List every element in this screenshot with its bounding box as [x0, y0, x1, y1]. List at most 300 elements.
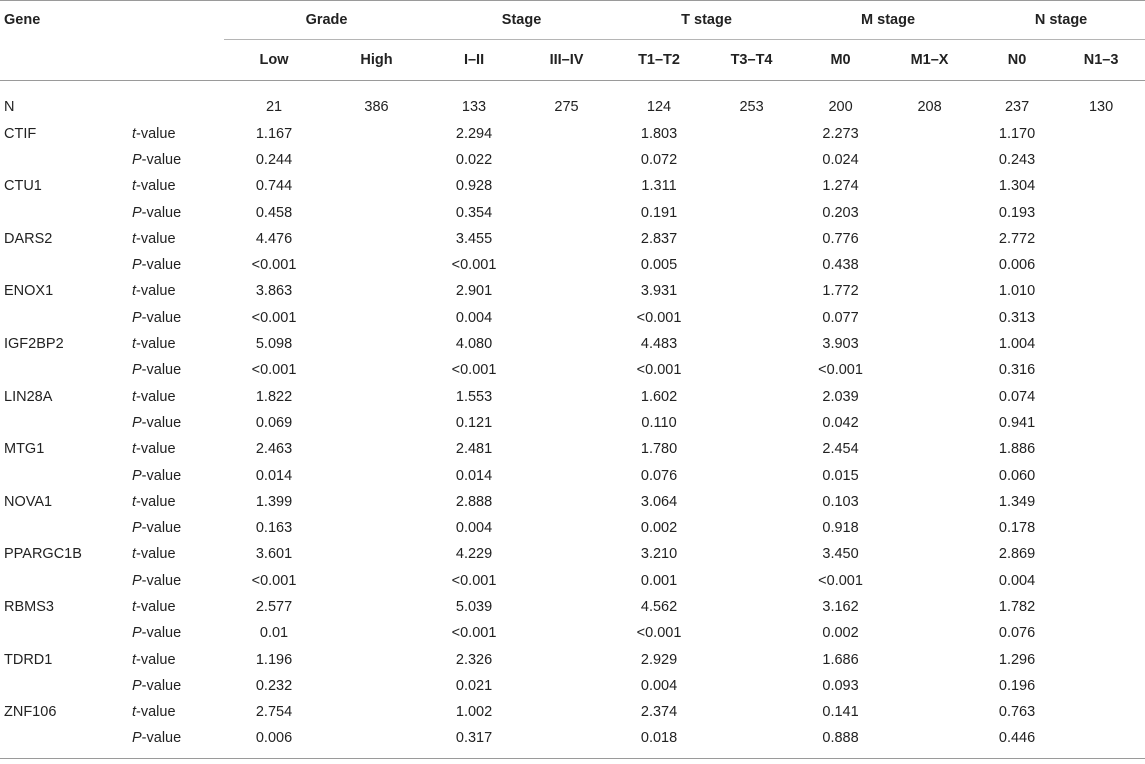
empty-cell — [704, 121, 799, 147]
t-value-cell: 1.274 — [822, 178, 859, 195]
p-value-cell: 0.316 — [998, 362, 1036, 379]
p-value-cell: 0.072 — [640, 151, 678, 168]
empty-cell — [519, 699, 614, 725]
p-value-cell: 0.076 — [640, 467, 678, 484]
empty-cell — [324, 173, 429, 199]
t-value-cell: 4.080 — [455, 336, 493, 353]
empty-cell — [882, 147, 977, 173]
table-row — [0, 278, 1145, 304]
stat-suffix: -value — [136, 125, 176, 142]
stat-suffix: -value — [141, 414, 182, 431]
stat-symbol: t — [132, 125, 137, 142]
t-value-label — [128, 121, 224, 147]
stat-symbol: P — [132, 520, 142, 537]
stat-symbol: P — [132, 309, 142, 326]
p-value-cell: <0.001 — [636, 309, 682, 326]
empty-cell — [324, 278, 429, 304]
empty-cell — [704, 173, 799, 199]
subgroup-header: I–II — [463, 52, 485, 68]
gene-name — [0, 199, 128, 225]
empty-cell — [704, 620, 799, 646]
subgroup-header: T3–T4 — [730, 52, 773, 68]
p-value-label — [128, 462, 224, 488]
t-value-cell: 2.454 — [822, 441, 859, 458]
empty-cell — [882, 620, 977, 646]
t-value-cell: 3.931 — [640, 283, 678, 300]
gene-name: TDRD1 — [4, 651, 53, 668]
p-value-label — [128, 568, 224, 594]
p-value-cell: 0.022 — [455, 151, 493, 168]
stat-suffix: -value — [136, 283, 176, 300]
empty-cell — [519, 357, 614, 383]
gene-name: RBMS3 — [4, 598, 54, 615]
gene-name — [0, 252, 128, 278]
empty-cell — [324, 515, 429, 541]
empty-cell — [519, 541, 614, 567]
n-row — [0, 93, 1145, 121]
stat-suffix: -value — [141, 309, 182, 326]
t-value-cell: 1.780 — [640, 441, 678, 458]
t-value-label — [128, 278, 224, 304]
table-row — [0, 673, 1145, 699]
empty-cell — [519, 252, 614, 278]
p-value-cell: 0.006 — [998, 257, 1036, 274]
table-row — [0, 383, 1145, 409]
empty-cell — [1057, 725, 1145, 751]
p-value-cell: 0.001 — [640, 572, 678, 589]
table-row — [0, 462, 1145, 488]
table-row — [0, 725, 1145, 751]
p-value-cell: 0.005 — [640, 257, 678, 274]
p-value-cell: 0.076 — [998, 625, 1036, 642]
stat-symbol: t — [132, 441, 137, 458]
subgroup-header: III–IV — [549, 52, 584, 68]
table-row — [0, 568, 1145, 594]
p-value-cell: <0.001 — [818, 572, 863, 589]
t-value-cell: 1.686 — [822, 651, 859, 668]
n-value: 133 — [461, 98, 487, 115]
empty-cell — [1057, 489, 1145, 515]
table-row — [0, 620, 1145, 646]
empty-cell — [1057, 410, 1145, 436]
stat-suffix: -value — [136, 493, 176, 510]
empty-cell — [519, 383, 614, 409]
t-value-label — [128, 646, 224, 672]
t-value-cell: 4.476 — [255, 230, 293, 247]
empty-cell — [704, 383, 799, 409]
subheader-spacer — [0, 40, 224, 81]
empty-cell — [882, 725, 977, 751]
gene-name — [0, 462, 128, 488]
subgroup-header: T1–T2 — [638, 52, 680, 68]
empty-cell — [1057, 199, 1145, 225]
p-value-cell: 0.014 — [255, 467, 293, 484]
empty-cell — [704, 199, 799, 225]
t-value-cell: 2.294 — [455, 125, 493, 142]
p-value-cell: 0.093 — [822, 677, 859, 694]
empty-cell — [704, 252, 799, 278]
stat-suffix: -value — [141, 151, 182, 168]
empty-cell — [1057, 278, 1145, 304]
empty-cell — [519, 489, 614, 515]
gene-name: PPARGC1B — [4, 546, 82, 563]
subgroup-header: Low — [259, 52, 289, 68]
empty-cell — [324, 331, 429, 357]
empty-cell — [704, 699, 799, 725]
empty-cell — [1057, 357, 1145, 383]
empty-cell — [519, 673, 614, 699]
t-value-cell: 2.039 — [822, 388, 859, 405]
group-header-t-stage: T stage — [614, 1, 799, 40]
subgroup-header: N1–3 — [1083, 52, 1119, 68]
t-value-cell: 1.349 — [998, 493, 1036, 510]
p-value-cell: 0.042 — [822, 414, 859, 431]
empty-cell — [324, 410, 429, 436]
empty-cell — [1057, 383, 1145, 409]
empty-cell — [519, 226, 614, 252]
empty-cell — [324, 699, 429, 725]
t-value-cell: 3.162 — [822, 598, 859, 615]
stat-symbol: t — [132, 230, 137, 247]
stat-suffix: -value — [136, 651, 176, 668]
p-value-cell: <0.001 — [451, 362, 497, 379]
n-value: 130 — [1088, 98, 1114, 115]
t-value-cell: 2.481 — [455, 441, 493, 458]
p-value-cell: 0.438 — [822, 257, 859, 274]
group-header-m-stage: M stage — [799, 1, 977, 40]
gene-name — [0, 673, 128, 699]
t-value-cell: 2.754 — [255, 704, 293, 721]
empty-cell — [1057, 699, 1145, 725]
p-value-cell: 0.015 — [822, 467, 859, 484]
p-value-label — [128, 357, 224, 383]
p-value-cell: 0.014 — [455, 467, 493, 484]
empty-cell — [882, 252, 977, 278]
t-value-cell: 3.064 — [640, 493, 678, 510]
gene-name: NOVA1 — [4, 493, 53, 510]
p-value-cell: 0.446 — [998, 730, 1036, 747]
n-value: 275 — [554, 98, 579, 115]
empty-cell — [324, 147, 429, 173]
table-row — [0, 410, 1145, 436]
empty-cell — [882, 594, 977, 620]
empty-cell — [882, 226, 977, 252]
gene-name: CTIF — [4, 125, 37, 142]
gene-name: IGF2BP2 — [4, 336, 64, 353]
gene-name: LIN28A — [4, 388, 53, 405]
t-value-cell: 0.928 — [455, 178, 493, 195]
p-value-cell: <0.001 — [636, 362, 682, 379]
t-value-label — [128, 226, 224, 252]
empty-cell — [519, 646, 614, 672]
gene-name — [0, 568, 128, 594]
gene-name: ENOX1 — [4, 283, 54, 300]
t-value-cell: 2.577 — [255, 598, 293, 615]
gene-name: ZNF106 — [4, 704, 57, 721]
t-value-cell: 5.098 — [255, 336, 293, 353]
table-row — [0, 357, 1145, 383]
empty-cell — [324, 646, 429, 672]
t-value-label — [128, 699, 224, 725]
empty-cell — [324, 673, 429, 699]
t-value-label — [128, 331, 224, 357]
empty-cell — [882, 199, 977, 225]
p-value-cell: <0.001 — [251, 362, 297, 379]
empty-cell — [324, 436, 429, 462]
t-value-cell: 0.744 — [255, 178, 293, 195]
empty-cell — [1057, 673, 1145, 699]
table-row — [0, 436, 1145, 462]
table-header — [0, 1, 1145, 81]
t-value-cell: 4.483 — [640, 336, 678, 353]
stat-symbol: t — [132, 493, 137, 510]
stat-symbol: P — [132, 572, 142, 589]
stat-symbol: t — [132, 388, 137, 405]
stat-suffix: -value — [141, 204, 182, 221]
empty-cell — [324, 305, 429, 331]
subgroup-header: High — [360, 52, 393, 68]
t-value-cell: 0.141 — [822, 704, 859, 721]
empty-cell — [519, 436, 614, 462]
stat-suffix: -value — [136, 704, 176, 721]
t-value-cell: 1.602 — [640, 388, 678, 405]
p-value-cell: 0.01 — [259, 625, 289, 642]
empty-cell — [1057, 147, 1145, 173]
t-value-cell: 2.374 — [640, 704, 678, 721]
t-value-cell: 2.326 — [455, 651, 493, 668]
p-value-cell: <0.001 — [451, 257, 497, 274]
stat-symbol: t — [132, 651, 137, 668]
stat-suffix: -value — [136, 598, 176, 615]
p-value-cell: 0.244 — [255, 151, 293, 168]
stat-symbol: t — [132, 546, 137, 563]
p-value-cell: 0.018 — [640, 730, 678, 747]
empty-cell — [882, 462, 977, 488]
empty-cell — [519, 725, 614, 751]
stat-symbol: P — [132, 730, 142, 747]
empty-cell — [519, 121, 614, 147]
n-value: 124 — [646, 98, 672, 115]
empty-cell — [704, 568, 799, 594]
n-value: 386 — [364, 98, 389, 115]
t-value-cell: 2.772 — [998, 230, 1036, 247]
empty-cell — [324, 620, 429, 646]
empty-cell — [704, 725, 799, 751]
n-value: 21 — [265, 98, 283, 115]
t-value-cell: 1.170 — [998, 125, 1036, 142]
stat-suffix: -value — [141, 730, 182, 747]
empty-cell — [324, 252, 429, 278]
t-value-cell: 2.901 — [455, 283, 493, 300]
subgroup-header: M0 — [830, 52, 851, 68]
table-bottom-rule — [0, 752, 1145, 759]
gene-name: MTG1 — [4, 441, 45, 458]
table-row — [0, 646, 1145, 672]
t-value-cell: 2.888 — [455, 493, 493, 510]
stat-symbol: t — [132, 598, 137, 615]
table-row — [0, 252, 1145, 278]
gene-name: CTU1 — [4, 178, 42, 195]
p-value-label — [128, 147, 224, 173]
empty-cell — [519, 515, 614, 541]
t-value-label — [128, 594, 224, 620]
stat-suffix: -value — [141, 625, 182, 642]
p-value-cell: <0.001 — [818, 362, 863, 379]
subgroup-header: N0 — [1007, 52, 1027, 68]
stat-suffix: -value — [136, 230, 176, 247]
group-header-n-stage: N stage — [977, 1, 1145, 40]
stat-symbol: P — [132, 204, 142, 221]
p-value-label — [128, 725, 224, 751]
stat-symbol: P — [132, 677, 142, 694]
t-value-cell: 1.553 — [455, 388, 493, 405]
empty-cell — [324, 489, 429, 515]
empty-cell — [519, 620, 614, 646]
stat-symbol: P — [132, 151, 142, 168]
t-value-cell: 3.863 — [255, 283, 293, 300]
p-value-label — [128, 410, 224, 436]
p-value-cell: 0.203 — [822, 204, 859, 221]
empty-cell — [882, 673, 977, 699]
p-value-cell: 0.178 — [998, 520, 1036, 537]
t-value-cell: 3.903 — [822, 336, 859, 353]
p-value-cell: 0.243 — [998, 151, 1036, 168]
empty-cell — [882, 278, 977, 304]
p-value-cell: <0.001 — [636, 625, 682, 642]
p-value-label — [128, 305, 224, 331]
gene-name — [0, 620, 128, 646]
n-value: 200 — [828, 98, 853, 115]
table-row — [0, 226, 1145, 252]
table-row — [0, 199, 1145, 225]
p-value-cell: 0.006 — [255, 730, 293, 747]
empty-cell — [519, 305, 614, 331]
empty-cell — [882, 436, 977, 462]
empty-cell — [882, 489, 977, 515]
p-value-cell: 0.313 — [998, 309, 1036, 326]
stat-suffix: -value — [136, 441, 176, 458]
empty-cell — [324, 226, 429, 252]
p-value-cell: 0.077 — [822, 309, 859, 326]
t-value-label — [128, 541, 224, 567]
p-value-cell: 0.004 — [455, 520, 493, 537]
empty-cell — [1057, 594, 1145, 620]
empty-cell — [882, 515, 977, 541]
p-value-cell: <0.001 — [451, 572, 497, 589]
stat-symbol: t — [132, 336, 137, 353]
t-value-cell: 2.273 — [822, 125, 859, 142]
empty-cell — [1057, 436, 1145, 462]
t-value-cell: 2.837 — [640, 230, 678, 247]
t-value-cell: 3.210 — [640, 546, 678, 563]
p-value-label — [128, 515, 224, 541]
stat-symbol: P — [132, 257, 142, 274]
empty-cell — [324, 725, 429, 751]
empty-cell — [324, 462, 429, 488]
p-value-cell: <0.001 — [451, 625, 497, 642]
empty-cell — [704, 226, 799, 252]
t-value-cell: 2.463 — [255, 441, 293, 458]
empty-cell — [704, 541, 799, 567]
stat-symbol: P — [132, 625, 142, 642]
empty-cell — [882, 568, 977, 594]
p-value-cell: 0.110 — [641, 414, 677, 431]
empty-cell — [704, 147, 799, 173]
t-value-label — [128, 383, 224, 409]
empty-cell — [704, 462, 799, 488]
table-row — [0, 147, 1145, 173]
t-value-cell: 1.772 — [822, 283, 859, 300]
empty-cell — [519, 462, 614, 488]
t-value-cell: 1.311 — [641, 178, 677, 195]
p-value-cell: 0.069 — [255, 414, 293, 431]
gene-name — [0, 515, 128, 541]
n-row-label: N — [4, 98, 15, 115]
empty-cell — [882, 410, 977, 436]
table-row — [0, 173, 1145, 199]
stat-suffix: -value — [136, 388, 176, 405]
p-value-label — [128, 252, 224, 278]
empty-cell — [1057, 252, 1145, 278]
empty-cell — [519, 568, 614, 594]
p-value-cell: 0.163 — [255, 520, 293, 537]
table-row — [0, 515, 1145, 541]
stat-suffix: -value — [141, 520, 182, 537]
empty-cell — [324, 541, 429, 567]
p-value-cell: 0.232 — [255, 677, 293, 694]
empty-cell — [704, 331, 799, 357]
table-row — [0, 541, 1145, 567]
empty-cell — [882, 331, 977, 357]
empty-cell — [1057, 226, 1145, 252]
gene-name — [0, 410, 128, 436]
subgroup-header: M1–X — [910, 52, 949, 68]
empty-cell — [704, 410, 799, 436]
empty-cell — [519, 147, 614, 173]
t-value-cell: 1.822 — [255, 388, 293, 405]
empty-cell — [704, 278, 799, 304]
t-value-cell: 3.450 — [822, 546, 859, 563]
empty-cell — [324, 568, 429, 594]
empty-cell — [704, 357, 799, 383]
empty-cell — [1057, 620, 1145, 646]
empty-cell — [1057, 173, 1145, 199]
gene-name — [0, 725, 128, 751]
empty-cell — [519, 331, 614, 357]
empty-cell — [704, 515, 799, 541]
empty-cell — [1057, 331, 1145, 357]
table-row — [0, 331, 1145, 357]
gene-name — [0, 305, 128, 331]
n-value: 208 — [917, 98, 942, 115]
t-value-cell: 0.074 — [998, 388, 1036, 405]
p-value-cell: <0.001 — [251, 257, 297, 274]
empty-cell — [882, 305, 977, 331]
t-value-cell: 0.776 — [822, 230, 859, 247]
t-value-cell: 4.562 — [640, 598, 678, 615]
stat-symbol: t — [132, 283, 137, 300]
stat-suffix: -value — [141, 677, 182, 694]
t-value-cell: 2.869 — [998, 546, 1036, 563]
stat-symbol: P — [132, 362, 142, 379]
t-value-cell: 1.304 — [998, 178, 1036, 195]
gene-name — [0, 147, 128, 173]
t-value-cell: 1.803 — [640, 125, 678, 142]
p-value-cell: 0.458 — [255, 204, 293, 221]
t-value-cell: 1.167 — [255, 125, 293, 142]
stat-symbol: P — [132, 414, 142, 431]
p-value-cell: <0.001 — [251, 309, 297, 326]
